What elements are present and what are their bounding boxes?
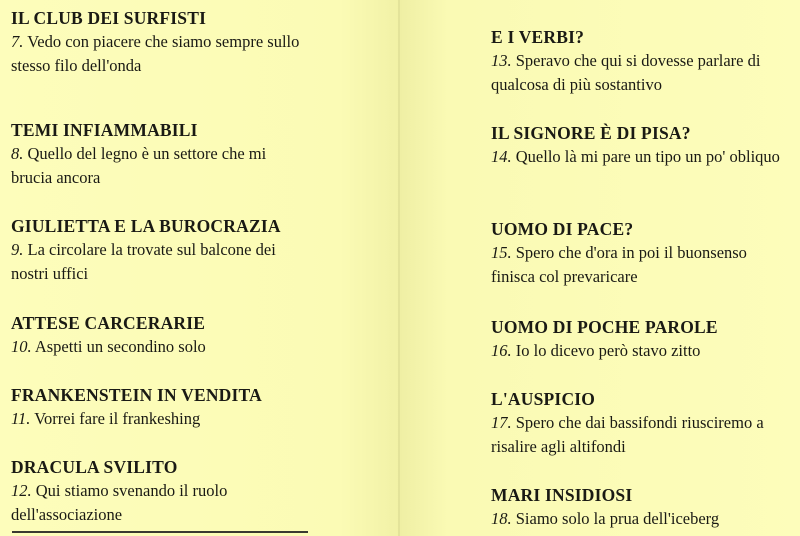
entry-title: UOMO DI POCHE PAROLE [491,317,718,337]
entry-title: IL SIGNORE È DI PISA? [491,123,691,143]
entry-body [11,407,311,431]
entry-text: La circolare la trovate sul balcone dei nostri uffici [11,240,276,283]
entry-18 [491,484,783,531]
entry-10 [11,312,311,359]
entry-body [11,30,311,78]
entry-text: Vedo con piacere che siamo sempre sullo stesso filo dell'onda [11,32,300,75]
entry-text: Vorrei fare il frankeshing [34,409,201,428]
entry-number: 12. [11,481,32,500]
entry-number: 17. [491,413,512,432]
entry-body [11,479,311,527]
entry-body [491,339,783,363]
right-page [400,0,800,536]
entry-9 [11,215,311,286]
entry-title: MARI INSIDIOSI [491,485,633,505]
entry-12 [11,456,311,527]
entry-body [11,238,311,286]
entry-number: 8. [11,144,24,163]
entry-14 [491,122,783,169]
entry-text: Io lo dicevo però stavo zitto [515,341,701,360]
entry-7 [11,7,311,78]
entry-number: 10. [11,337,32,356]
entry-body [491,241,783,289]
entry-number: 7. [11,32,24,51]
entry-body [11,335,311,359]
entry-title: ATTESE CARCERARIE [11,313,206,333]
entry-15 [491,218,783,289]
entry-17 [491,388,783,459]
entry-body [491,507,783,531]
entry-number: 11. [11,409,31,428]
entry-body [11,142,311,190]
entry-number: 16. [491,341,512,360]
entry-number: 13. [491,51,512,70]
entry-title: UOMO DI PACE? [491,219,634,239]
entry-16 [491,316,783,363]
entry-body [491,145,783,169]
entry-title: E I VERBI? [491,27,585,47]
entry-text: Qui stiamo svenando il ruolo dell'associazione [11,481,228,524]
entry-text: Speravo che qui si dovesse parlare di qualcosa di più sostantivo [491,51,761,94]
entry-text: Spero che d'ora in poi il buonsenso finisca col prevaricare [491,243,747,286]
entry-title: DRACULA SVILITO [11,457,178,477]
entry-text: Quello del legno è un settore che mi brucia ancora [11,144,267,187]
entry-text: Siamo solo la prua dell'iceberg [515,509,720,528]
bottom-rule [12,531,308,533]
entry-number: 15. [491,243,512,262]
entry-title: IL CLUB DEI SURFISTI [11,8,207,28]
entry-body [491,411,783,459]
entry-text: Spero che dai bassifondi riusciremo a risalire agli altifondi [491,413,764,456]
entry-text: Aspetti un secondino solo [34,337,206,356]
entry-number: 9. [11,240,24,259]
entry-text: Quello là mi pare un tipo un po' obliquo [515,147,780,166]
entry-title: GIULIETTA E LA BUROCRAZIA [11,216,281,236]
entry-title: L'AUSPICIO [491,389,596,409]
entry-body [491,49,783,97]
entry-title: TEMI INFIAMMABILI [11,120,198,140]
entry-8 [11,119,311,190]
entry-13 [491,26,783,97]
entry-title: FRANKENSTEIN IN VENDITA [11,385,262,405]
entry-11 [11,384,311,431]
entry-number: 14. [491,147,512,166]
entry-number: 18. [491,509,512,528]
